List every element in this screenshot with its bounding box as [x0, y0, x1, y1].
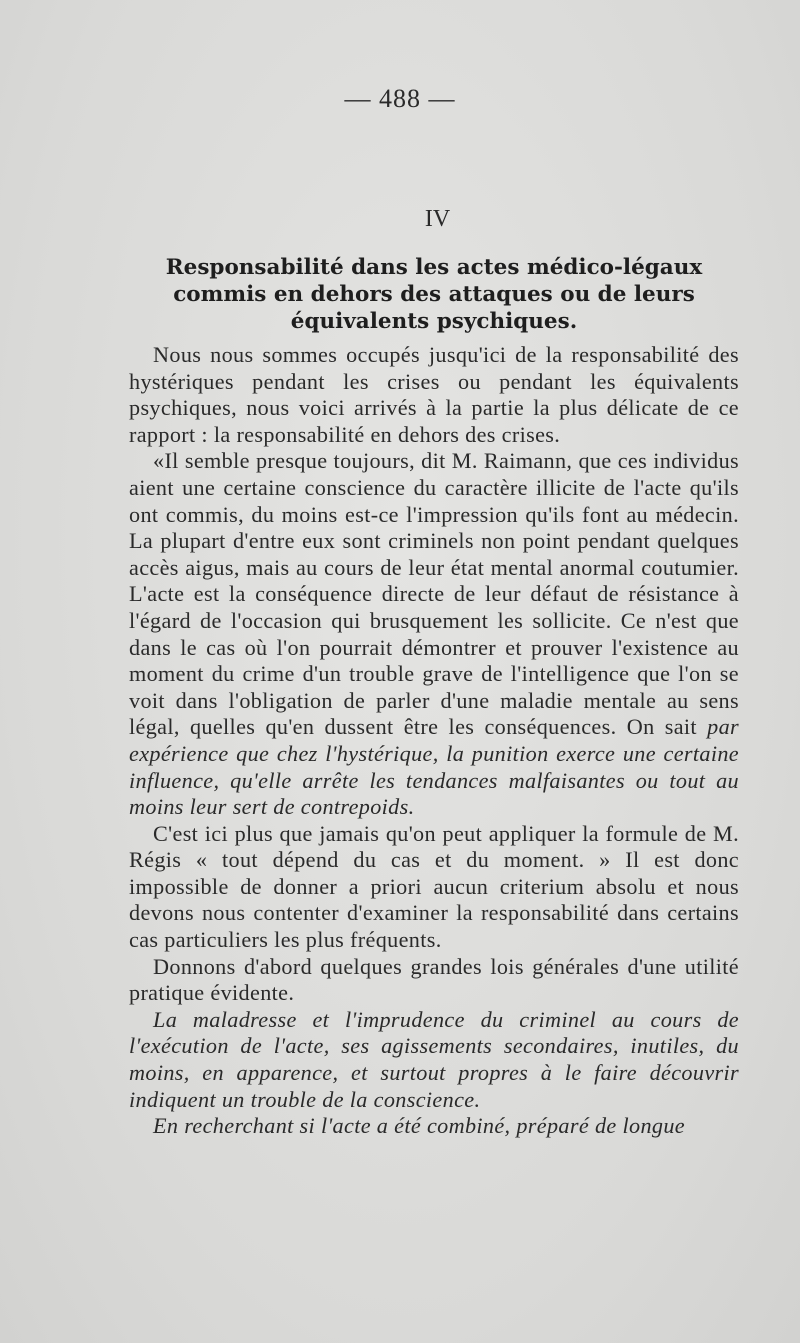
italic-text: La maladresse et l'imprudence du criminel au cours de l'exécution de l'acte, ses agissements secondaires, inutiles, du moins, en apparence, et surtout propres à le faire découvrir indiquent un trouble de la conscience. [129, 1006, 739, 1112]
section-number: IV [424, 206, 451, 232]
paragraph [129, 1007, 739, 1113]
paragraph: Nous nous sommes occupés jusqu'ici de la responsabilité des hystériques pendant les crises ou pendant les équivalents psychiques, nous voici arrivés à la partie la plus délicate de ce rapport : la responsabilité en dehors des crises. [129, 342, 739, 447]
page-number: — 488 — [344, 84, 456, 113]
section-title: Responsabilité dans les actes médico-légaux commis en dehors des attaques ou de leurs équivalents psychiques. [165, 255, 703, 334]
italic-text: En recherchant si l'acte a été combiné, préparé de longue [153, 1113, 685, 1139]
paragraph: Donnons d'abord quelques grandes lois générales d'une utilité pratique évidente. [129, 953, 739, 1006]
paragraph-text: «Il semble presque toujours, dit M. Raimann, que ces individus aient une certaine conscience du caractère illicite de l'acte qu'ils ont commis, du moins est-ce l'impression qu'ils font au médecin. La plupart d'entre eux sont criminels non point pendant quelques accès aigus, mais au cours de leur état mental anormal coutumier. L'acte est la conséquence directe de leur défaut de résistance à l'égard de l'occasion qui brusquement les sollicite. Ce n'est que dans le cas où l'on pourrait démontrer et prouver l'existence au moment du crime d'un trouble grave de l'intelligence que l'on se voit dans l'obligation de parler d'une maladie mentale au sens légal, quelles qu'en dussent être les conséquences. On sait [129, 448, 739, 740]
paragraph [129, 1113, 739, 1140]
paragraph: C'est ici plus que jamais qu'on peut appliquer la formule de M. Régis « tout dépend du cas et du moment. » Il est donc impossible de donner a priori aucun criterium absolu et nous devons nous contenter d'examiner la responsabilité dans certains cas particuliers les plus fréquents. [129, 820, 739, 953]
italic-text: par expérience que chez l'hystérique, la punition exerce une certaine influence, qu'elle arrête les tendances malfaisantes ou tout au moins leur sert de contrepoids. [129, 714, 739, 820]
body-text [129, 342, 739, 1140]
paragraph [129, 448, 739, 820]
